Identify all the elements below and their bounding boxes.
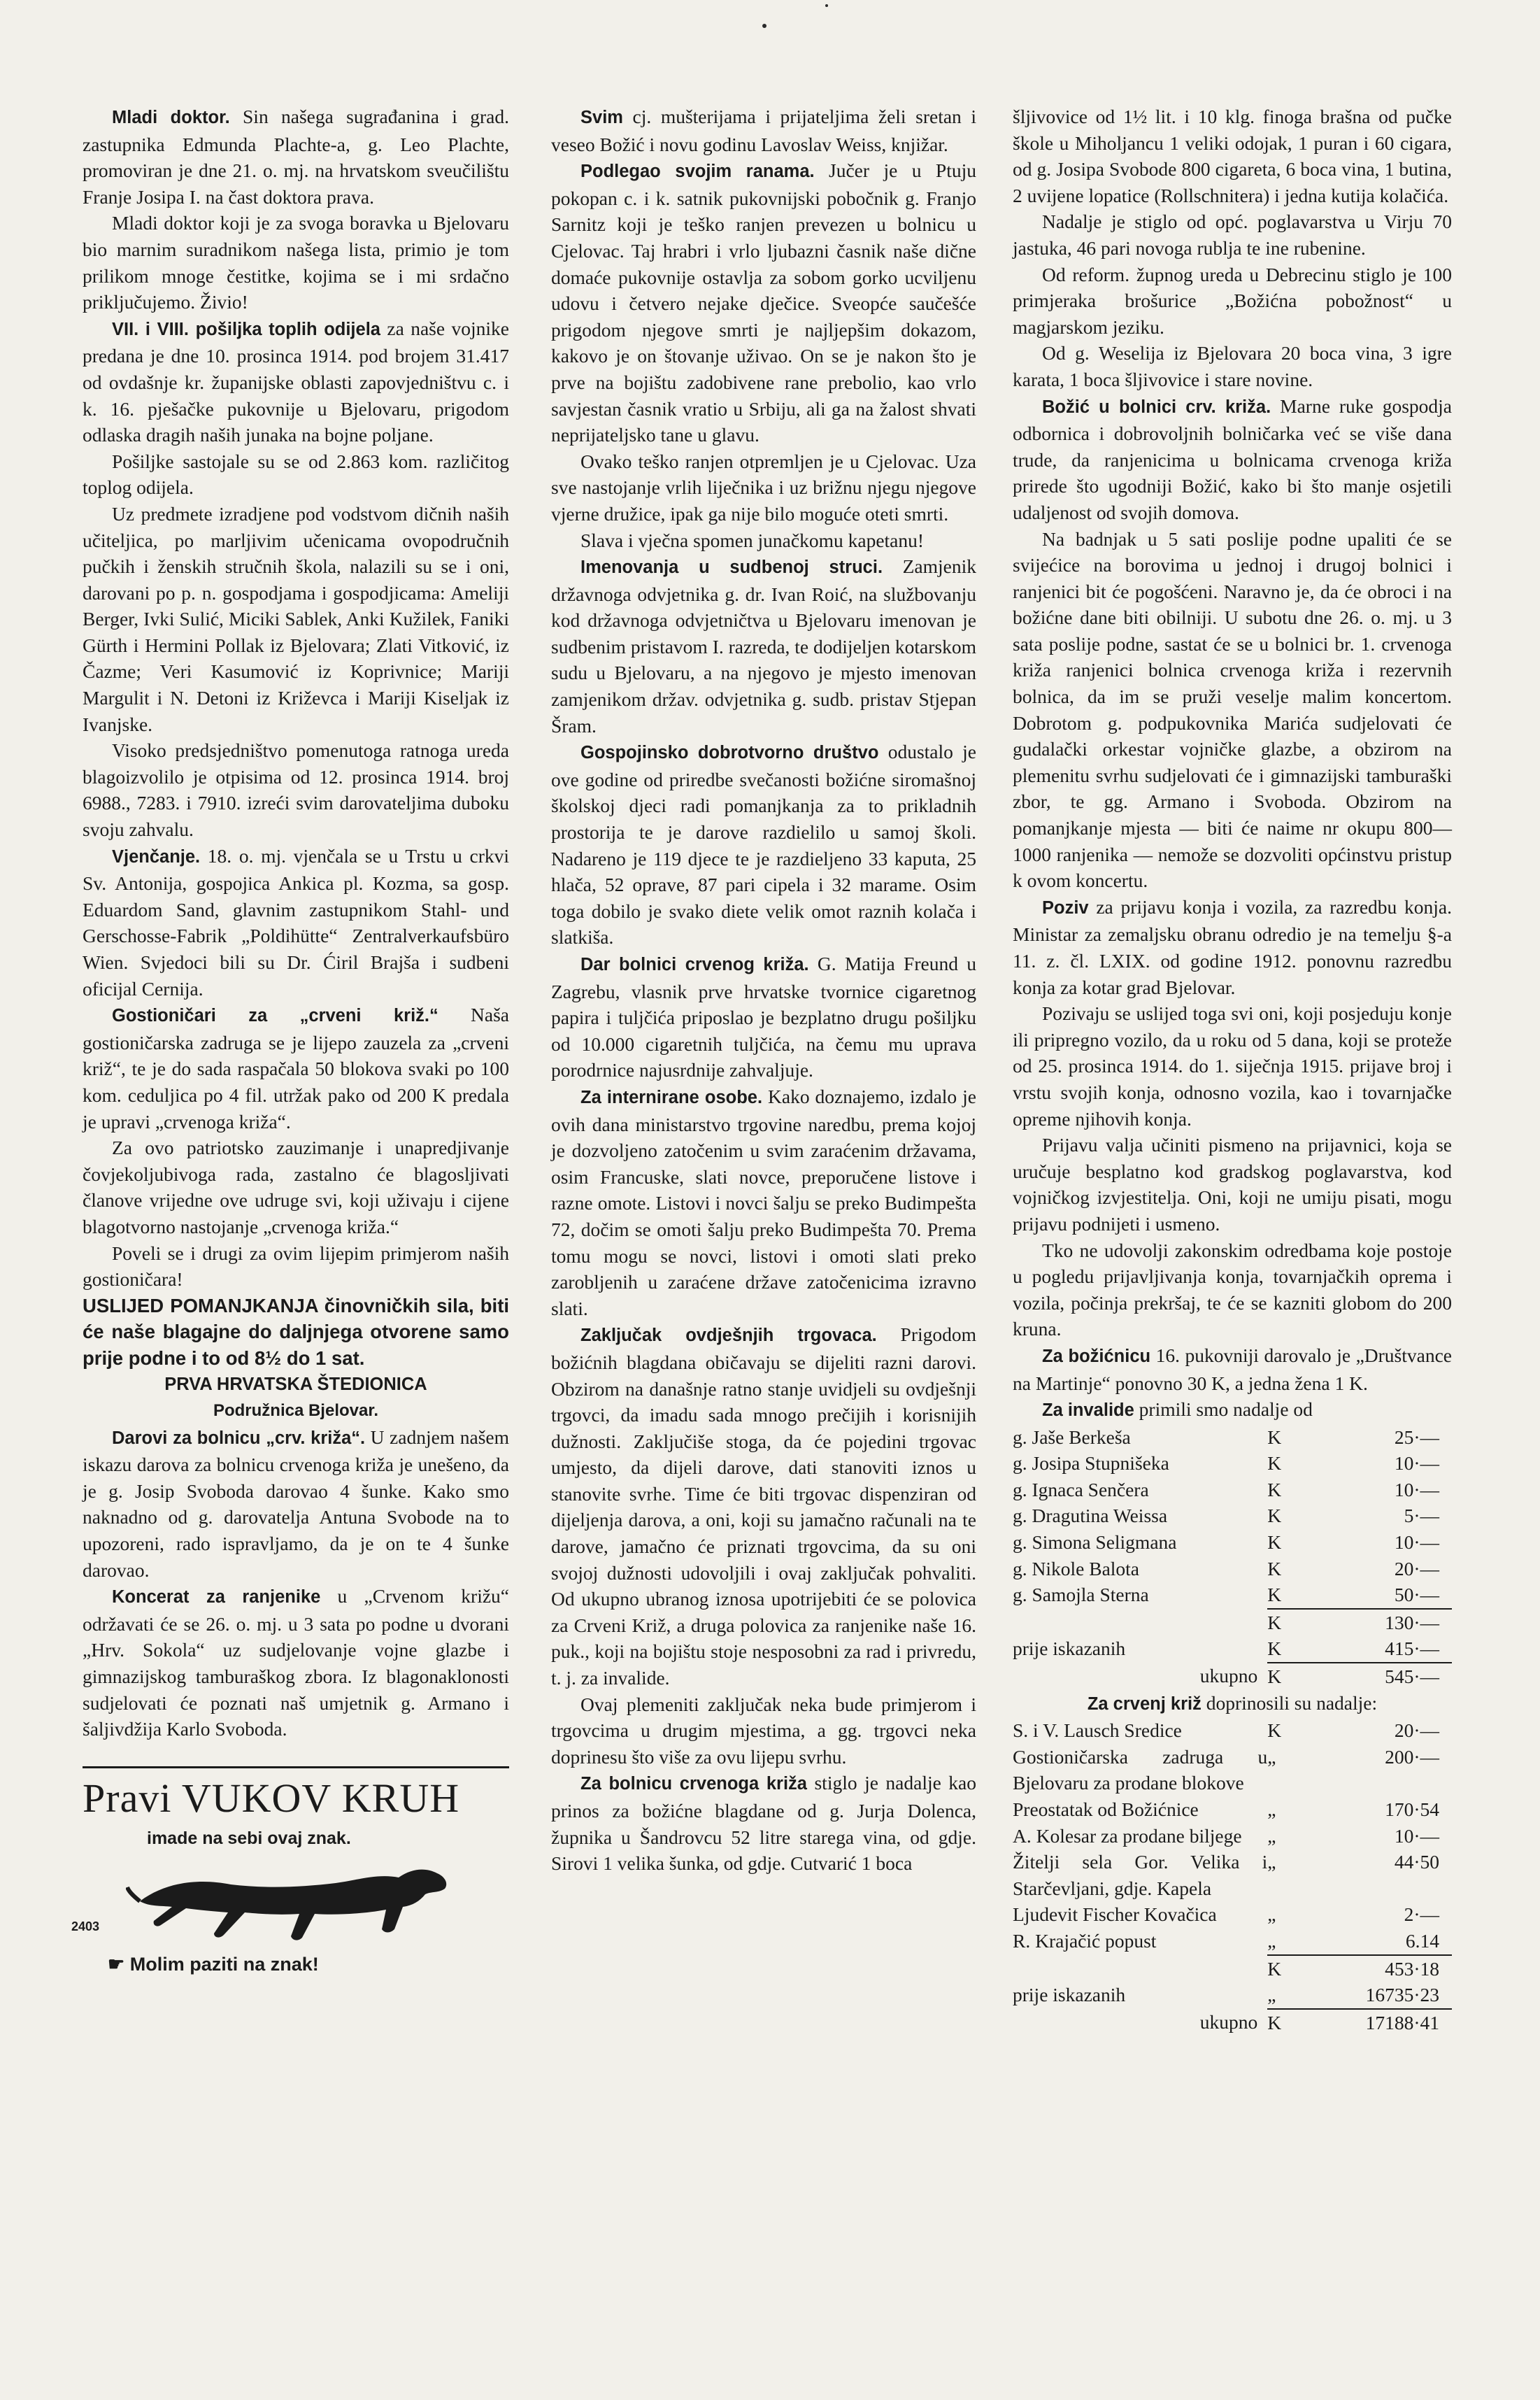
article-heading: Božić u bolnici crv. križa. [1042,397,1271,417]
amount: 170·54 [1385,1798,1439,1820]
donor-name: g. Jaše Berkeša [1013,1426,1131,1448]
invalid-donations-heading [1013,1396,1452,1424]
amount: 2·— [1404,1903,1439,1926]
amount: 10·— [1394,1452,1439,1475]
amount: 20·— [1394,1557,1439,1579]
amount: 10·— [1394,1531,1439,1554]
amount: 16735·23 [1311,1982,1452,2009]
donor-name: g. Ignaca Senčera [1013,1478,1149,1500]
cross-donations-heading [1013,1690,1452,1718]
article-paragraph: Na badnjak u 5 sati poslije podne upaliti će se svijećice na borovima u jednoj i drugoj bolnici i ranjenici bit će pogošćeni. Naravno je, da će obroci i na božićne dane biti obilniji. U subotu dne 26. o. mj. u 3 sata poslije podne, sastat će se u bolnici br. 1. crvenoga križa ranjenici bolnica crvenoga križa i rezervnih bolnica, da im se pruži veselje malim koncertom. Dobrotom g. podpukovnika Marića sudjelovati će gudalački orkestar vojničke glazbe, a obzirom na plemenitu svrhu sudjelovati će i gimnazijski tamburaški zbor, te gg. Armano i Svoboda. Obzirom na pomanjkanje mjesta — biti će naime nr okupu 800—1000 ranjenika — nemože se dozvoliti općinstvu pristup k ovom koncertu. [1013,527,1452,892]
donation-row [1013,1744,1452,1796]
currency: „ [1267,1824,1276,1847]
currency: K [1267,1719,1282,1742]
amount: 10·— [1394,1824,1439,1847]
wolf-trademark-icon [126,1852,455,1950]
article-imenovanja [551,553,976,739]
article-heading: Svim [580,108,623,127]
article-svim [551,104,976,157]
ad-code: 2403 [71,1919,100,1933]
article-heading: Mladi doktor. [112,108,230,127]
ad-subtitle: imade na sebi ovaj znak. [147,1828,351,1848]
cross-total-row [1013,2009,1452,2036]
article-heading: Za internirane osobe. [580,1087,763,1107]
article-text: u „Crvenom križu“ održavati će se 26. o. mj. u 3 sata po podne u dvorani „Hrv. Sokola“ uz sudjelovanje vojne glazbe i gimnazijskog tamburaškog zbora. Iz blagonaklonosti sudjelovati će poznati naš umjetnik g. Armano i šaljivdžija Karlo Svoboda. [83,1585,509,1740]
article-text: Kako doznajemo, izdalo je ovih dana ministarstvo trgovine naredbu, prema kojoj je dozvoljeno zatočenim u svim zaraćenim državama, osim Francuske, slati novce, preporučene listove i razne omote. Listovi i novci šalju se preko Budimpešta 72, dočim se omoti šalju preko Budimpešta 70. Prema tomu mogu se novci, listovi i omoti slati preko zarobljenih u zaraćene države zatočenicima izravno slati. [551,1085,976,1319]
donor-name: Žitelji sela Gor. Velika i Starčevljani, gdje. Kapela [1013,1851,1268,1899]
amount: 6.14 [1311,1928,1452,1955]
article-paragraph: Slava i vječna spomen junačkomu kapetanu! [580,529,925,551]
article-text: odustalo je ove godine od priredbe svečanosti božićne siromašnoj školskoj djeci radi pomanjkanja za to prikladnih prostorija te je darove razdielilo u samoj školi. Nadareno je 119 djece te je razdieljeno 33 kaputa, 25 hlača, 52 oprave, 87 pari cipela i 32 marame. Osim toga dobilo je svako diete velik omot raznih kolača i slatkiša. [551,741,976,949]
currency: K [1267,1505,1282,1527]
article-text: U zadnjem našem iskazu darova za bolnicu crvenoga križa je unešeno, da je g. Josip Svoboda darovao 4 šunke. Kako smo naknadno od g. darovatelja Antuna Svobode na to upozoreni, rado ispravljamo, da je on te 4 šunke darovao. [83,1426,509,1581]
article-gospojinsko-drustvo [551,739,976,951]
article-bozic-bolnica [1013,393,1452,526]
donor-name: Gostioničarska zadruga u Bjelovaru za prodane blokove [1013,1745,1268,1794]
cross-rows [1013,1717,1452,1954]
currency: „ [1267,1903,1276,1926]
article-text: cj. mušterijama i prijateljima želi sretan i veseo Božić i novu godinu Lavoslav Weiss, knjižar. [551,106,976,155]
currency: „ [1267,1982,1311,2009]
amount: 50·— [1311,1582,1452,1609]
article-paragraph: Pozivaju se uslijed toga svi oni, koji posjeduju konje ili pripregno vozilo, da u roku od 5 dana, koji se proteže od 25. prosinca 1914. do 1. siječnja 1915. prijave broj i vrstu svojih konja, odnosno vozila, kao i tovarnjačke opreme njihovih konja. [1013,1002,1452,1130]
amount: 20·— [1394,1719,1439,1742]
article-paragraph: Mladi doktor koji je za svoga boravka u Bjelovaru bio marnim suradnikom našega lista, primio je tom prilikom mnoge čestitke, kojima se i mi srdačno priključujemo. Živio! [83,212,509,313]
currency: „ [1267,1928,1311,1955]
article-podlegao [551,157,976,448]
currency: K [1267,1635,1311,1663]
donor-name: g. Samojla Sterna [1013,1584,1149,1606]
vukov-kruh-advertisement [71,1766,509,1985]
donation-row [1013,1529,1452,1556]
article-text: primili smo nadalje od [1134,1398,1313,1421]
donation-row [1013,1477,1452,1503]
article-heading: Poziv [1042,897,1089,918]
bank-branch: Podružnica Bjelovar. [213,1401,379,1421]
amount: 130·— [1385,1611,1439,1633]
ad-title: Pravi VUKOV KRUH [83,1775,460,1821]
amount: 17188·41 [1365,2011,1439,2033]
article-paragraph: šljivovice od 1½ lit. i 10 klg. finoga brašna od pučke škole u Miholjancu 1 veliki odojak, 1 puran i 60 cigara, od g. Josipa Svobode 800 cigareta, 6 boca vina, 1 butina, 2 uvijene lopatice (Rollschnitera) i jedna kutija kolačića. [1013,106,1452,206]
article-text: 18. o. mj. vjenčala se u Trstu u crkvi Sv. Antonija, gospojica Ankica pl. Kozma, sa gosp. Eduardom Sand, glavnim zastupnikom Stahl- und Gerschosse-Fabrik „Poldihütte“ Zentralverkaufsbüro Wien. Svjedoci bili su Dr. Ćiril Brajša i sudbeni oficijal Cernija. [83,844,509,1000]
donor-name: Preostatak od Božićnice [1013,1798,1199,1820]
article-heading: Darovi za bolnicu „crv. križa“. [112,1428,366,1448]
article-dar-bolnici [551,951,976,1084]
donation-row [1013,1928,1452,1955]
donor-name: g. Simona Seligmana [1013,1531,1177,1554]
article-paragraph: Nadalje je stiglo od opć. poglavarstva u Virju 70 jastuka, 46 pari novoga rublja te ine rubenine. [1013,211,1452,259]
article-heading: Koncerat za ranjenike [112,1587,321,1607]
article-paragraph: Ovaj plemeniti zaključak neka bude primjerom i trgovcima u drugim mjestima, a gg. trgovci neka doprinesu što više za ovu lijepu svrhu. [551,1693,976,1768]
article-heading: Vjenčanje. [112,846,201,867]
currency: K [1267,2011,1282,2033]
article-text: za prijavu konja i vozila, za razredbu konja. Ministar za zemaljsku obranu odredio je na temelju §-a 11. z. čl. LXIX. od godine 1912. ponovnu razredbu konja za kotar grad Bjelovar. [1013,895,1452,998]
article-text: G. Matija Freund u Zagrebu, vlasnik prve hrvatske tvornice cigaretnog papira i tuljčića priposlao je bezplatno drugu pošiljku od 10.000 cigaretnih tuljčića, na čemu mu upravа porodrnice najusrdnije zahvaljuje. [551,953,976,1081]
invalid-total-row [1013,1663,1452,1690]
amount: 453·18 [1385,1957,1439,1980]
cross-subtotal-row [1013,1955,1452,1982]
amount: 415·— [1311,1635,1452,1663]
ad-motto [108,1952,319,1978]
article-text: Prigodom božićnih blagdana običavaju se dijeliti razni darovi. Obzirom na današnje ratno stanje uvidjeli su ovdješnji trgovci, da imadu sada mnogo prečijih i korisnijih dužnosti. Zaključiše stoga, da će pojedini trgovac umjesto, da dijeli darove, dati stanoviti iznos u stanovite svrhe. Time će biti trgovac dispenziran od dijeljenja darova, a oni, koji su jamačno računali na te darove, jamačno će priznati trgovcima, da su oni svojoj dužnosti udovoljili i ovaj zaključak pohvaliti. Od ukupno ubranog iznosa upotrijebiti će se polovica za Crveni Križ, a druga polovica za ranjenike naše 16. puk., koji na bojištu stoje nesposobni za rad i privredu, t. j. za invalide. [551,1323,977,1689]
donation-row [1013,1717,1452,1744]
donor-name: S. i V. Lausch Sredice [1013,1719,1182,1742]
pointing-hand-icon: ☛ [108,1953,130,1975]
print-speck [762,24,767,28]
donor-name: g. Dragutina Weissa [1013,1505,1168,1527]
column-left [71,104,509,1985]
amount: 5·— [1404,1505,1439,1527]
article-bozicnica [1013,1342,1452,1396]
article-text: doprinosili su nadalje: [1201,1691,1378,1714]
ad-motto-text: Molim paziti na znak! [129,1953,319,1975]
currency: K [1267,1531,1282,1554]
article-paragraph: Uz predmete izradjene pod vodstvom dičnih naših učiteljica, po marljivim učenicama ovopodručnih pučkih i ženskih stručnih škola, nalazili su se i oni, darovani po p. n. gospodjama i gospodjicama: Ameliji Berger, Ivki Sulić, Miciki Sablek, Anki Kužilek, Faniki Gürth i Hermini Pollak iz Bjelovara; Zlati Vitković, iz Čazme; Veri Kasumović iz Koprivnice; Mariji Margulit i N. Detoni iz Križevca i Mariji Kiseljak iz Ivanjske. [83,502,509,735]
article-paragraph: Pošiljke sastojale su se od 2.863 kom. različitog toplog odijela. [83,450,509,499]
donor-name: A. Kolesar za prodane biljege [1013,1824,1242,1847]
donation-row [1013,1823,1452,1849]
article-toplih-odijela [83,315,509,448]
article-text: za naše vojnike predana je dne 10. prosinca 1914. pod brojem 31.417 od ovdašnje kr. županijske oblasti zapovjedništvu c. i k. 16. pješačke pukovnije u Bjelovaru, prigodom odlaska dragih naših junaka na bojne poljane. [83,317,509,446]
cross-donations-table [1013,1717,1452,2036]
invalid-previous-row [1013,1635,1452,1663]
article-internirane [551,1084,976,1321]
currency: „ [1267,1798,1276,1820]
article-paragraph: Od g. Weselija iz Bjelovara 20 boca vina, 3 igre karata, 1 boca šljivovice i stare novine. [1013,342,1452,390]
amount: 10·— [1394,1478,1439,1500]
article-paragraph: Tko ne udovolji zakonskim odredbama koje postoje u pogledu prijavljivanja konja, tovarnjačkih oprema i vozila, počinja prekršaj, te će se kazniti globom do 200 kruna. [1013,1239,1452,1340]
article-paragraph: Prijavu valja učiniti pismeno na prijavnici, koja se uručuje besplatno kod gradskog poglavarstva, kod vojničkog izvjestitelja. Oni, koji ne umiju pisati, mogu prijavu podnijeti i usmeno. [1013,1134,1452,1235]
donation-row [1013,1796,1452,1823]
row-label: prije iskazanih [1013,1638,1126,1660]
article-heading: Dar bolnici crvenog križa. [580,955,809,974]
donation-row [1013,1582,1452,1609]
donor-name: g. Nikole Balota [1013,1557,1140,1579]
article-paragraph: Za ovo patriotsko zauzimanje i unapredjivanje čovjekoljubivoga rada, zastalno će blagosljivati članove vrijedne ove udruge svi, koji uživaju i cijene blagotvorno nastojanje „crvenoga križa.“ [83,1137,509,1237]
currency: K [1267,1611,1282,1633]
currency: K [1267,1478,1282,1500]
currency: K [1267,1582,1311,1609]
article-paragraph: Poveli se i drugi za ovim lijepim primjerom naših gostioničara! [83,1242,509,1291]
donation-row [1013,1849,1452,1901]
article-text: Sin našega sugrađanina i grad. zastupnika Edmunda Plachte-a, g. Leo Plachte, promoviran je dne 21. o. mj. na hrvatskom sveučilištu Franje Josipa I. na čast doktora prava. [83,106,509,208]
article-poziv [1013,894,1452,1000]
article-mladi-doktor [83,104,509,210]
row-label: prije iskazanih [1013,1984,1126,2006]
column-right [1013,104,1452,2036]
donor-name: R. Krajačić popust [1013,1929,1157,1952]
article-darovi-bolnica [83,1424,509,1584]
article-zakljucak [551,1321,976,1691]
article-heading: VII. i VIII. pošiljka toplih odijela [112,319,380,339]
invalid-subtotal-row [1013,1609,1452,1636]
currency: „ [1267,1851,1276,1873]
bank-notice: USLIJED POMANJKANJA činovničkih sila, biti će naše blagajne do daljnjega otvorene samo prije podne i to od 8½ do 1 sat. [83,1294,509,1369]
article-heading: Imenovanja u sudbenoj struci. [580,558,883,578]
article-heading: Podlegao svojim ranama. [580,162,815,182]
invalid-rows [1013,1424,1452,1609]
amount: 44·50 [1394,1851,1439,1873]
article-heading: Gostioničari za „crveni križ.“ [112,1006,439,1026]
article-text: Našа gostioničarska zadruga se je lijepo zauzela za „crveni križ“, te je do sada raspačala 50 blokova svaki po 100 kom. ceduljica po 4 fil. utržak pako od 200 K predala je upravi „crvenoga križa“. [83,1004,509,1132]
currency: „ [1267,1745,1276,1768]
article-paragraph: Visoko predsjedništvo pomenutoga ratnoga ureda blagoizvolilo je otpisima od 12. prosinca 1914. broj 6988., 7283. i 7910. izreći svim darovateljima duboku svoju zahvalu. [83,739,509,841]
article-paragraph: Od reform. župnog ureda u Debrecinu stiglo je 100 primjeraka brošurice „Božićna pobožnost“ u magjarskom jeziku. [1013,263,1452,338]
article-heading: Za crvenj križ [1087,1694,1202,1714]
article-za-bolnicu [551,1770,976,1876]
article-koncerat [83,1583,509,1742]
donor-name: g. Josipa Stupnišeka [1013,1452,1169,1475]
cross-previous-row [1013,1982,1452,2009]
article-heading: Zaključak ovdješnjih trgovaca. [580,1326,877,1346]
donation-row [1013,1424,1452,1451]
column-middle [551,104,976,1877]
article-paragraph: Ovako teško ranjen otpremljen je u Cjelovac. Uza sve nastojanje vrlih liječnika i uz brižnu njegu njegove vjerne družice, ipak ga nije bilo moguće oteti smrti. [551,450,976,525]
article-text: Zamjenik državnoga odvjetnika g. dr. Ivan Roić, na službovanju kod državnoga odvjetničtva u Bjelovaru imenovan je sudbenim pristavom I. razreda, te dodijeljen kotarskom sudu u Bjelovaru, a na njegovo je mjesto imenovan zamjenikom držav. odvjetnika g. sudb. pristav Stjepan Šram. [551,555,976,737]
donation-row [1013,1901,1452,1928]
donation-row [1013,1450,1452,1477]
article-text: 16. pukovniji darovalo je „Društvance na Martinje“ ponovno 30 K, a jedna žena 1 K. [1013,1344,1452,1394]
currency: K [1267,1557,1282,1579]
row-label: ukupno [1199,1665,1258,1687]
article-heading: Za bolnicu crvenoga križa [580,1774,807,1794]
currency: K [1267,1957,1282,1980]
amount: 200·— [1385,1745,1439,1768]
article-gostionicari [83,1002,509,1135]
amount: 545·— [1385,1666,1439,1688]
donation-row [1013,1556,1452,1582]
bank-name: PRVA HRVATSKA ŠTEDIONICA [164,1374,427,1394]
row-label: ukupno [1199,2010,1258,2033]
article-text: stiglo je nadalje kao prinos za božićne blagdane od g. Jurja Dolenca, župnika u Šandrovcu 52 litre starega vina, od gdje. Sirovi 1 velika šunka, od gdje. Cutvarić 1 boca [551,1772,977,1875]
currency: K [1267,1666,1282,1688]
donation-row [1013,1503,1452,1529]
print-speck [825,4,828,7]
donor-name: Ljudevit Fischer Kovačica [1013,1903,1217,1926]
currency: K [1267,1426,1282,1448]
amount: 25·— [1394,1426,1439,1448]
article-vjencanje [83,843,509,1002]
article-text: Jučer je u Ptuju pokopan c. i k. satnik pukovnijski pobočnik g. Franjo Sarnitz koji je teško ranjen prevezen u bolnicu u Cjelovac. Taj hrabri i vrlo ljubazni časnik naše dične domaće pukovnije ostavlja za sobom gorko ucviljenu udovu i četvero nejake dječice. Sveopće saučešće prigodom njegove smrti je najljepšim dokazom, kakovo je on štovanje uživao. On se je nakon što je prve na bojištu zadobivene rane prebolio, kao vrlo savjestan časnik vratio u Srbiju, ali ga na žalost shvati neprijateljsko tane u glavu. [551,159,976,446]
currency: K [1267,1452,1282,1475]
invalid-donations-table [1013,1424,1452,1690]
article-heading: Za božićnicu [1042,1346,1151,1366]
article-text: Marne ruke gospodja odbornica i dobrovoljnih bolničarka već se više dana trude, da ranjenicima u bolnicama crvenoga križa prirede što ugodniji Božić, kako bi što manje osjetili udaljenost od svojih domova. [1013,395,1452,523]
article-heading: Gospojinsko dobrotvorno društvo [580,743,879,763]
article-heading: Za invalide [1042,1400,1134,1421]
